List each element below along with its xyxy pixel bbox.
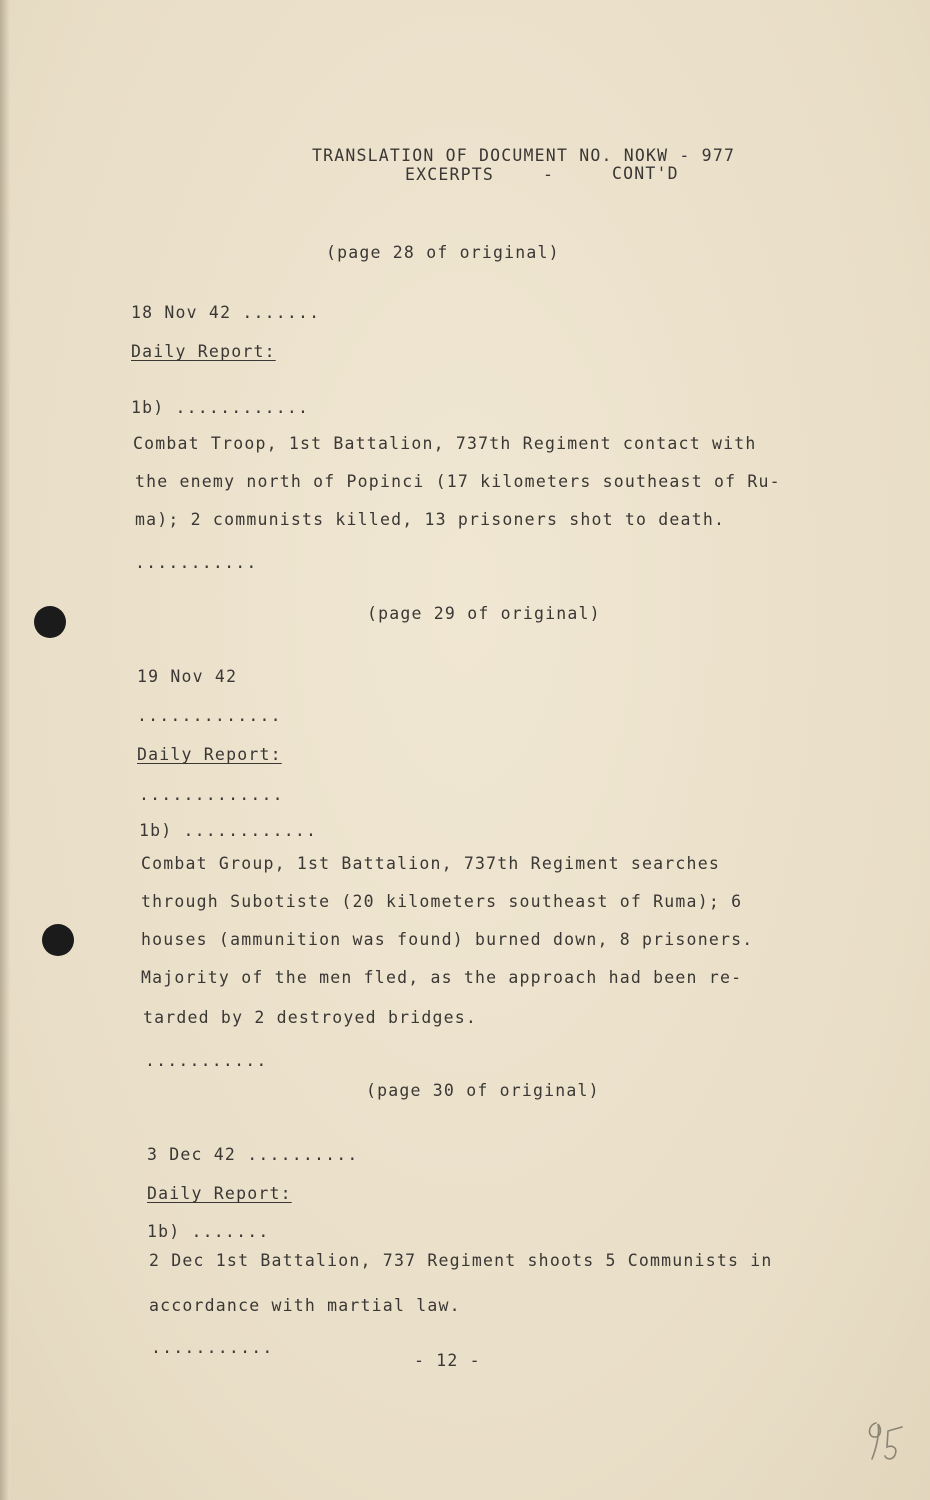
report-text-line: tarded by 2 destroyed bridges. (143, 1008, 478, 1027)
page-edge (0, 0, 10, 1500)
report-text-line: Majority of the men fled, as the approach had been re- (141, 968, 743, 987)
excerpts-label: EXCERPTS (405, 165, 495, 184)
ellipsis: ........... (135, 553, 258, 572)
daily-report-heading: Daily Report: (147, 1184, 292, 1203)
page-number: - 12 - (414, 1351, 481, 1370)
item-label: 1b) ....... (147, 1222, 270, 1241)
entry-date: 19 Nov 42 (137, 667, 238, 686)
page-reference: (page 30 of original) (366, 1081, 600, 1100)
entry-date: 18 Nov 42 ....... (131, 303, 321, 322)
page-reference: (page 29 of original) (367, 604, 601, 623)
ellipsis: ............. (137, 706, 282, 725)
report-text-line: 2 Dec 1st Battalion, 737 Regiment shoots 5 Communists in (149, 1251, 773, 1270)
header-dash: - (543, 165, 555, 184)
page-reference: (page 28 of original) (326, 243, 560, 262)
entry-date: 3 Dec 42 .......... (147, 1145, 359, 1164)
ellipsis: ........... (145, 1051, 268, 1070)
report-text-line: Combat Troop, 1st Battalion, 737th Regiment contact with (133, 434, 757, 453)
report-text-line: through Subotiste (20 kilometers southeast of Ruma); 6 (141, 892, 743, 911)
punch-hole-bottom (42, 924, 74, 956)
item-label: 1b) ............ (131, 398, 310, 417)
contd-label: CONT'D (612, 164, 679, 183)
item-label: 1b) ............ (139, 821, 318, 840)
report-text-line: houses (ammunition was found) burned down, 8 prisoners. (141, 930, 754, 949)
ellipsis: ........... (151, 1338, 274, 1357)
report-text-line: the enemy north of Popinci (17 kilometers southeast of Ru- (135, 472, 781, 491)
report-text-line: ma); 2 communists killed, 13 prisoners shot to death. (135, 510, 726, 529)
report-text-line: Combat Group, 1st Battalion, 737th Regiment searches (141, 854, 720, 873)
daily-report-heading: Daily Report: (137, 745, 282, 764)
report-text-line: accordance with martial law. (149, 1296, 461, 1315)
ellipsis: ............. (139, 785, 284, 804)
handwritten-page-mark (862, 1415, 912, 1465)
document-title: TRANSLATION OF DOCUMENT NO. NOKW - 977 (312, 146, 736, 165)
punch-hole-top (34, 606, 66, 638)
daily-report-heading: Daily Report: (131, 342, 276, 361)
